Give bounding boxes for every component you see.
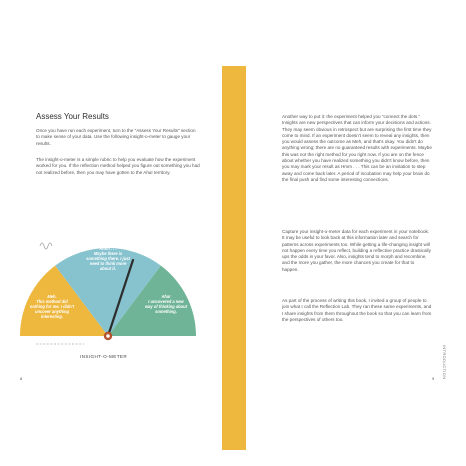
- meh-text-line: uncover anything: [34, 309, 70, 314]
- intro-paragraph-1: Once you have run each experiment, turn to the "Assess Your Results" section to make sense of your data. Use the following insight-o-meter to gauge your results.: [36, 128, 196, 146]
- body-paragraph-2: Capture your insight-o-meter data for each experiment in your notebook. It may be useful to look back at this information later and search for patterns across experiments too. While getting a life-changing insight will not happen every time you reflect, building a reflective practice drastically ups the odds in your favor. Also, insights tend to morph and recombine, and the more you gather, the more chances you create for that to happen.: [282, 229, 431, 272]
- hmm-text-line: about it.: [100, 266, 116, 271]
- gold-margin-band: [222, 66, 246, 450]
- section-heading: Assess Your Results: [36, 112, 109, 121]
- hmm-text-line: need to think more: [89, 261, 127, 266]
- aha-text-line: way of thinking about: [144, 304, 188, 309]
- body-paragraph-3: As part of the process of writing this book, I invited a group of people to join what I call the Reflection Lab. They ran these same experiments, and I share insights from them throughout the book so that you can learn from the perspectives of others too.: [282, 298, 432, 322]
- left-page-number: 8: [20, 376, 23, 381]
- squiggle-mark: [40, 243, 52, 249]
- intro-paragraph-2: The insight-o-meter is a simple rubric to help you evaluate how the experiment worked for you. If the reflection method helped you figure out something you had not realized before, then you may have gotten to the Aha! territory.: [36, 157, 200, 175]
- meh-text-line: interesting.: [40, 314, 64, 319]
- hmm-text-line: something there. I just: [86, 256, 130, 261]
- meh-text-line: Meh.: [47, 294, 57, 299]
- hmm-text-line: Maybe there is: [93, 251, 123, 256]
- hmm-text-line: Hmm . . .: [99, 246, 117, 251]
- aha-text-line: I uncovered a new: [148, 299, 184, 304]
- running-head: INTRODUCTION: [442, 345, 447, 380]
- dial-hub-center: [106, 334, 110, 338]
- right-page-number: 9: [432, 376, 435, 381]
- insight-o-meter-dial: [18, 228, 214, 348]
- dial-label: INSIGHT-O-METER: [80, 354, 128, 359]
- body-paragraph-1: Another way to put it: the experiment helped you "connect the dots." Insights are new perspectives that can inform your decisions and actions. They may seem obvious in retrospect but are surprising the first time they come to mind. If an experiment doesn't seem to reveal any insights, then you would assess the outcome as Meh, and that's okay. You didn't do anything wrong; there are no guaranteed results with experiments. Maybe this was not the right method for you right now. If you are on the fence about whether you have realized something you didn't know before, then you may mark your result as Hmm . . . This can be an invitation to step away and come back later. A period of incubation may help your brain do the final push and find some interesting connections.: [282, 114, 432, 182]
- aha-text-line: Aha!: [161, 294, 171, 299]
- aha-text-line: something.: [155, 309, 177, 314]
- meh-text-line: This method did: [36, 299, 68, 304]
- meh-text-line: nothing for me. I didn't: [29, 304, 75, 309]
